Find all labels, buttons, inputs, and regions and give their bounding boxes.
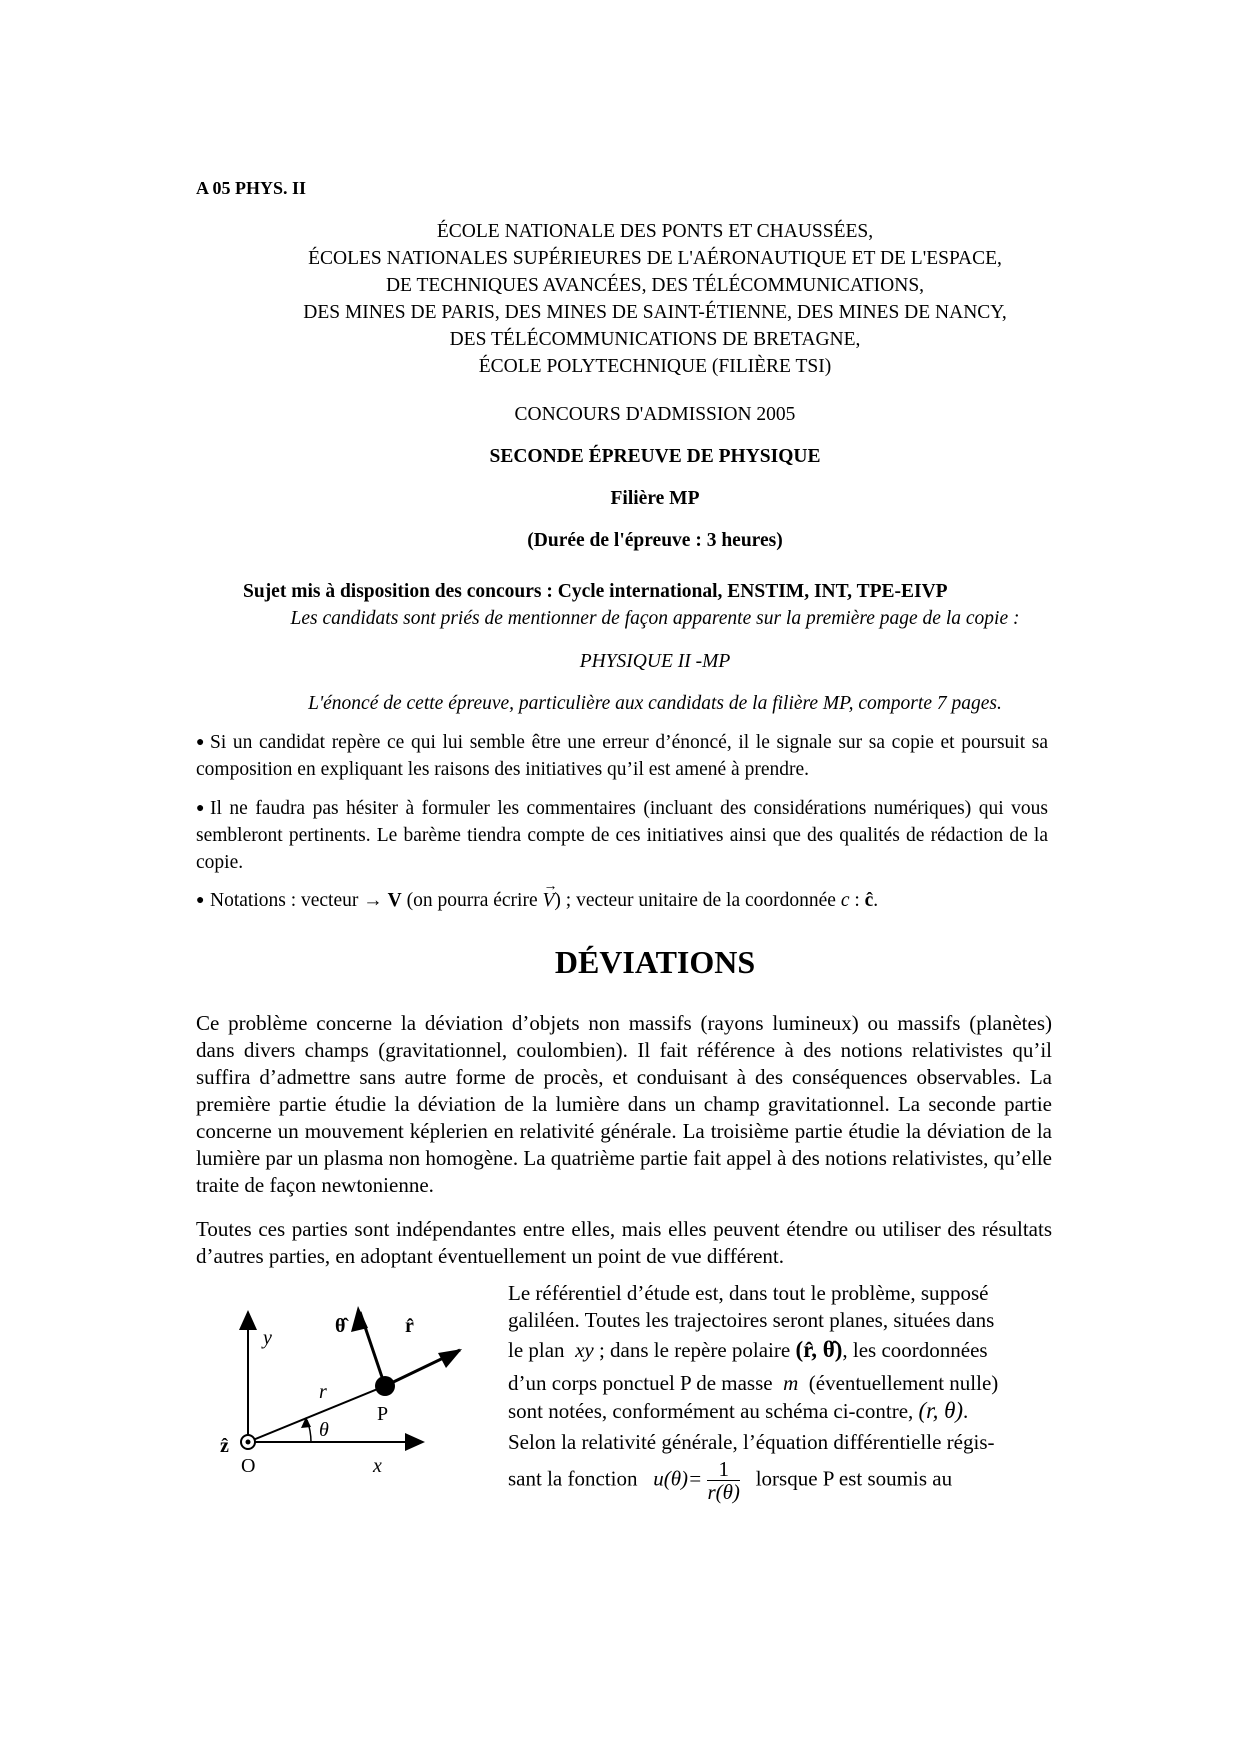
mass-symbol: m [783, 1371, 799, 1395]
radius-label: r [319, 1381, 327, 1403]
candidate-instruction: Les candidats sont priés de mentionner de façon apparente sur la première page de la copie : [290, 608, 1020, 629]
radius-line [248, 1386, 385, 1442]
vector-arrow-icon: → [543, 879, 558, 894]
bullet-icon: ● [196, 893, 205, 908]
school-line: DES MINES DE PARIS, DES MINES DE SAINT-ÉTIENNE, DES MINES DE NANCY, [303, 302, 1007, 323]
bullet-text: Si un candidat repère ce qui lui semble être une erreur d’énoncé, il le signale sur sa copie et poursuit sa composition en expliquant les raisons des initiatives qu’il est amené à prendre. [196, 732, 1048, 780]
vector-arrow-notation: → V [542, 887, 554, 914]
notations-text: ) ; vecteur unitaire de la coordonnée [554, 890, 836, 911]
fraction [707, 1458, 739, 1503]
x-axis-arrowhead [405, 1433, 425, 1451]
frame-paragraph [508, 1280, 1052, 1503]
notations-bullet [196, 879, 1048, 914]
theta-hat-label: θ̂ [335, 1315, 346, 1337]
text-line: galiléen. Toutes les trajectoires seront planes, situées dans [508, 1308, 995, 1332]
filiere: Filière MP [610, 488, 700, 509]
subject-name: PHYSIQUE II -MP [579, 651, 731, 672]
bullet-text: Il ne faudra pas hésiter à formuler les commentaires (incluant des considérations numériques) qui vous sembleront pertinents. Le barème tiendra compte de ces initiatives ainsi que des qualités de rédaction de la copie. [196, 798, 1048, 873]
text-line: Le référentiel d’étude est, dans tout le problème, supposé [508, 1281, 989, 1305]
concours-title: CONCOURS D'ADMISSION 2005 [514, 404, 796, 425]
r-hat-arrowhead [438, 1349, 462, 1368]
exam-reference: A 05 PHYS. II [196, 178, 307, 198]
origin-label: O [241, 1455, 256, 1477]
notations-text: : [854, 890, 860, 911]
text-line: d’un corps ponctuel P de masse m (éventuellement nulle) [508, 1371, 999, 1395]
notations-text: . [873, 890, 879, 911]
point-p [375, 1376, 395, 1396]
u-function: u(θ)= [653, 1466, 703, 1491]
problem-title: DÉVIATIONS [554, 944, 756, 980]
parties-paragraph: Toutes ces parties sont indépendantes entre elles, mais elles peuvent étendre ou utiliser des résultats d’autres parties, en adoptant éventuellement un point de vue différent. [196, 1217, 1052, 1268]
fraction-numerator: 1 [707, 1458, 739, 1481]
duration: (Durée de l'épreuve : 3 heures) [527, 530, 783, 551]
text-line: le plan xy ; dans le repère polaire (r̂, θ̂), les coordonnées [508, 1337, 988, 1362]
school-line: DES TÉLÉCOMMUNICATIONS DE BRETAGNE, [449, 329, 861, 350]
school-line: ÉCOLES NATIONALES SUPÉRIEURES DE L'AÉRONAUTIQUE ET DE L'ESPACE, [308, 248, 1002, 269]
epreuve-title: SECONDE ÉPREUVE DE PHYSIQUE [489, 446, 821, 467]
instruction-bullet [196, 795, 1048, 876]
school-line: ÉCOLE POLYTECHNIQUE (FILIÈRE TSI) [478, 356, 832, 377]
plane-symbol: xy [575, 1338, 594, 1362]
school-line: DE TECHNIQUES AVANCÉES, DES TÉLÉCOMMUNICATIONS, [385, 275, 925, 296]
school-line: ÉCOLE NATIONALE DES PONTS ET CHAUSSÉES, [436, 221, 874, 242]
bullet-icon: ● [196, 801, 205, 816]
theta-hat-arrowhead [351, 1306, 368, 1332]
y-axis-label: y [263, 1327, 272, 1349]
subject-availability: Sujet mis à disposition des concours : Cycle international, ENSTIM, INT, TPE-EIVP [243, 581, 948, 602]
theta-label: θ [319, 1419, 329, 1441]
y-axis-arrowhead [239, 1310, 257, 1330]
bullet-icon: ● [196, 735, 205, 750]
point-p-label: P [377, 1403, 389, 1425]
coordinate-symbol: c [840, 890, 850, 911]
fraction-denominator: r(θ) [707, 1480, 740, 1504]
text-line: sant la fonction u(θ)= $\frac{1}{r(\theta)}$ lorsque P est soumis au [508, 1457, 953, 1504]
polar-coordinates: (r, θ) [918, 1398, 964, 1423]
text-line: Selon la relativité générale, l’équation différentielle régis- [508, 1430, 995, 1454]
polar-coordinate-diagram [215, 1290, 475, 1480]
text-line: sont notées, conformément au schéma ci-contre, (r, θ). [508, 1398, 969, 1423]
polar-basis: (r̂, θ̂) [795, 1337, 843, 1362]
z-hat-label: ẑ [220, 1435, 229, 1457]
school-list [200, 218, 1110, 380]
vector-symbol: V [387, 890, 402, 911]
notations-text: Notations : vecteur [210, 890, 359, 911]
instruction-bullet [196, 729, 1048, 783]
arrow-symbol: → [363, 890, 383, 911]
r-hat-label: r̂ [405, 1315, 414, 1337]
origin-dot [246, 1440, 251, 1445]
intro-paragraph: Ce problème concerne la déviation d’objets non massifs (rayons lumineux) ou massifs (planètes) dans divers champs (gravitationnel, coulombien). Il fait référence à des notions relativistes qu’il suffira d’admettre sans autre forme de procès, et conduisant à des conséquences observables. La première partie étudie la déviation de la lumière dans un champ gravitationnel. La seconde partie concerne un mouvement képlerien en relativité générale. La troisième partie étudie la déviation de la lumière par un plasma non homogène. La quatrième partie fait appel à des notions relativistes, qu’elle traite de façon newtonienne. [196, 1011, 1052, 1197]
unit-vector-symbol: ĉ [864, 890, 874, 911]
page-count-note: L'énoncé de cette épreuve, particulière aux candidats de la filière MP, comporte 7 pages. [308, 693, 1002, 714]
x-axis-label: x [373, 1455, 382, 1477]
notations-text: (on pourra écrire [406, 890, 538, 911]
